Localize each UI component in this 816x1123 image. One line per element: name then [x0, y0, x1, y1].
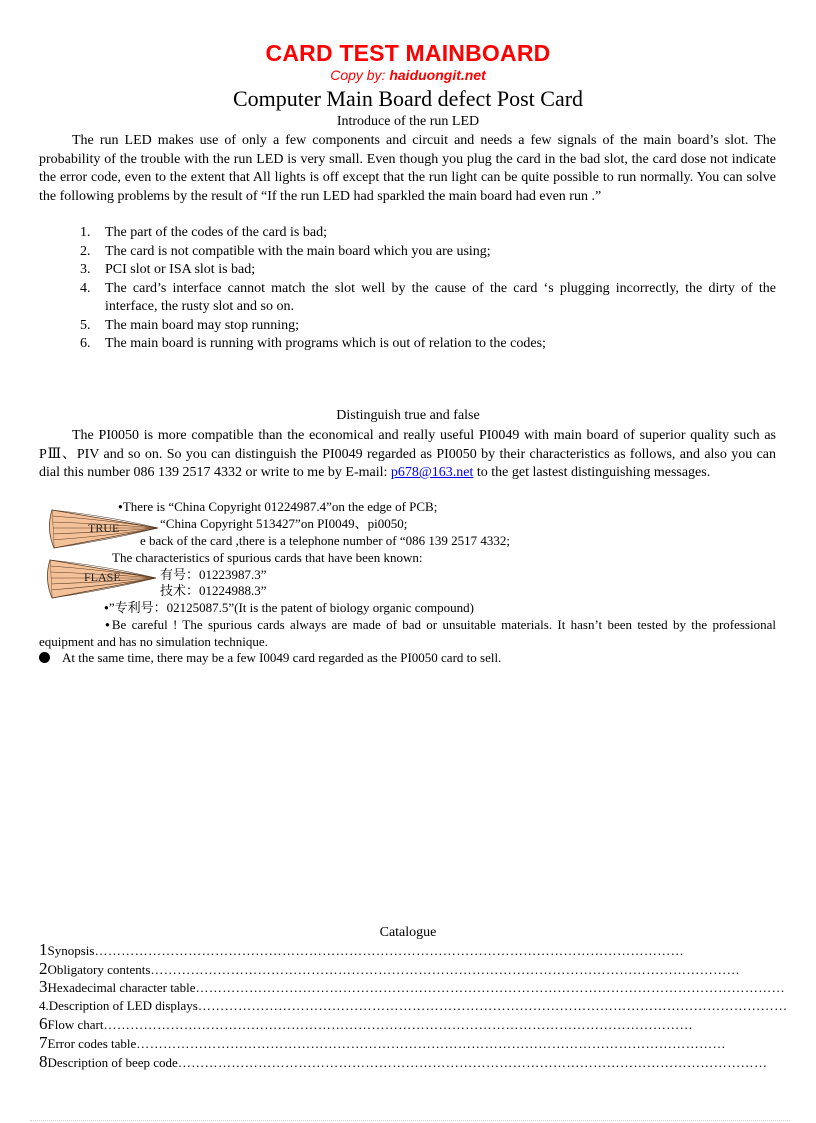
- copy-site: haiduongit.net: [389, 67, 486, 83]
- list-text: The card is not compatible with the main board which you are using;: [105, 243, 491, 259]
- list-number: 4.: [80, 280, 91, 296]
- list-item: [80, 224, 776, 243]
- page-bottom-divider: [30, 1120, 790, 1121]
- false-intro: The characteristics of spurious cards that have been known:: [112, 550, 423, 565]
- toc-number: 1: [39, 940, 48, 959]
- list-text: PCI slot or ISA slot is bad;: [105, 262, 256, 277]
- toc-entry[interactable]: [39, 1033, 726, 1054]
- false-line-1: 有号：01223987.3”: [160, 567, 267, 582]
- toc-leader: ……………………………………………………………………………………………………………………: [136, 1036, 726, 1051]
- toc-leader: ……………………………………………………………………………………………………………………: [94, 943, 685, 958]
- true-line-2: “China Copyright 513427”on PI0049、pi0050;: [160, 516, 408, 531]
- document-subtitle: Computer Main Board defect Post Card: [232, 86, 584, 111]
- catalogue-heading: Catalogue: [379, 925, 437, 940]
- page-title: CARD TEST MAINBOARD: [265, 40, 551, 66]
- copy-by-line: [0, 67, 816, 83]
- false-line-2: 技术：01224988.3”: [160, 583, 267, 598]
- toc-label: Description of beep code: [47, 1055, 178, 1070]
- distinguish-heading: Distinguish true and false: [336, 408, 480, 423]
- list-text: The main board is running with programs which is out of relation to the codes;: [105, 336, 546, 351]
- toc-number: 8: [39, 1052, 48, 1071]
- toc-number: 3: [39, 977, 48, 996]
- toc-number: 4.: [39, 998, 49, 1013]
- toc-entry[interactable]: [39, 959, 741, 980]
- toc-leader: ……………………………………………………………………………………………………………………: [150, 962, 741, 977]
- bullet-icon: [39, 652, 50, 663]
- toc-number: 2: [39, 959, 48, 978]
- true-line-1: ●There is “China Copyright 01224987.4”on the edge of PCB;: [118, 499, 438, 514]
- toc-number: 7: [39, 1033, 48, 1052]
- run-led-heading: Introduce of the run LED: [336, 114, 480, 129]
- list-text: The main board may stop running;: [105, 317, 300, 333]
- run-led-paragraph: The run LED makes use of only a few components and circuit and needs a few signals of the main board’s slot. The probability of the trouble with the run LED is very small. Even though you plug the card in the bad slot, the card dose not indicate the error code, even to the extent that All lights is off except that the run light can be quite possible to run normally. You can solve the following problems by the result of “If the run LED had sparkled the main board had even run .”: [39, 133, 776, 204]
- list-item: [80, 317, 776, 336]
- list-number: 3.: [80, 262, 91, 277]
- toc-leader: ……………………………………………………………………………………………………………………: [177, 1055, 768, 1070]
- problem-list: [80, 224, 776, 354]
- list-item: [80, 261, 776, 280]
- email-link[interactable]: p678@163.net: [390, 465, 474, 480]
- toc-label: Synopsis: [47, 943, 95, 958]
- list-number: 2.: [80, 243, 91, 259]
- true-badge: [48, 506, 168, 552]
- toc-label: Obligatory contents: [47, 962, 151, 977]
- distinguish-paragraph: [39, 427, 776, 483]
- toc-entry[interactable]: [39, 977, 786, 998]
- toc-number: 6: [39, 1014, 48, 1033]
- distinguish-text: The PI0050 is more compatible than the economical and really useful PI0049 with main board of superior quality such as PⅢ、PIV and so on. So you can distinguish the PI0049 regarded as PI0050 by their characteristics as follows, and also you can dial this number 086 139 2517 4332 or write to me by E-mail:: [39, 428, 776, 480]
- list-text: The part of the codes of the card is bad;: [105, 225, 327, 240]
- toc-entry[interactable]: [39, 997, 788, 1016]
- false-badge: [46, 556, 166, 602]
- warning-text: ●Be careful ! The spurious cards always are made of bad or unsuitable materials. It hasn’t been tested by the professional equipment and has no simulation technique.: [39, 617, 776, 649]
- toc-entry[interactable]: [39, 1015, 699, 1035]
- distinguish-text-tail: to the get lastest distinguishing messages.: [473, 465, 711, 480]
- toc-label: Description of LED displays: [48, 998, 198, 1013]
- list-number: 6.: [80, 336, 91, 351]
- false-badge-label: FLASE: [84, 570, 121, 584]
- true-line-3: e back of the card ,there is a telephone number of “086 139 2517 4332;: [140, 533, 511, 548]
- toc-leader: ……………………………………………………………………………………………………………………: [103, 1017, 694, 1032]
- toc-entry[interactable]: [39, 1052, 768, 1073]
- toc-leader: ……………………………………………………………………………………………………………………: [197, 998, 788, 1013]
- note-line: At the same time, there may be a few I0049 card regarded as the PI0050 card to sell.: [39, 650, 501, 667]
- list-text: The card’s interface cannot match the slot well by the cause of the card ‘s plugging incorrectly, the dirty of the interface, the rusty slot and so on.: [105, 280, 776, 314]
- false-line-3: ●”专利号：02125087.5”(It is the patent of biology organic compound): [104, 600, 474, 615]
- true-badge-label: TRUE: [88, 521, 120, 535]
- list-item: [80, 243, 776, 262]
- toc-label: Error codes table: [47, 1036, 137, 1051]
- list-number: 5.: [80, 317, 91, 333]
- list-number: 1.: [80, 225, 91, 240]
- list-item: [80, 335, 776, 354]
- toc-label: Flow chart: [47, 1017, 104, 1032]
- toc-entry[interactable]: [39, 941, 699, 961]
- toc-leader: ……………………………………………………………………………………………………………………: [195, 980, 786, 995]
- toc-label: Hexadecimal character table: [47, 980, 196, 995]
- copy-prefix: Copy by:: [330, 67, 390, 83]
- list-item: [80, 280, 776, 317]
